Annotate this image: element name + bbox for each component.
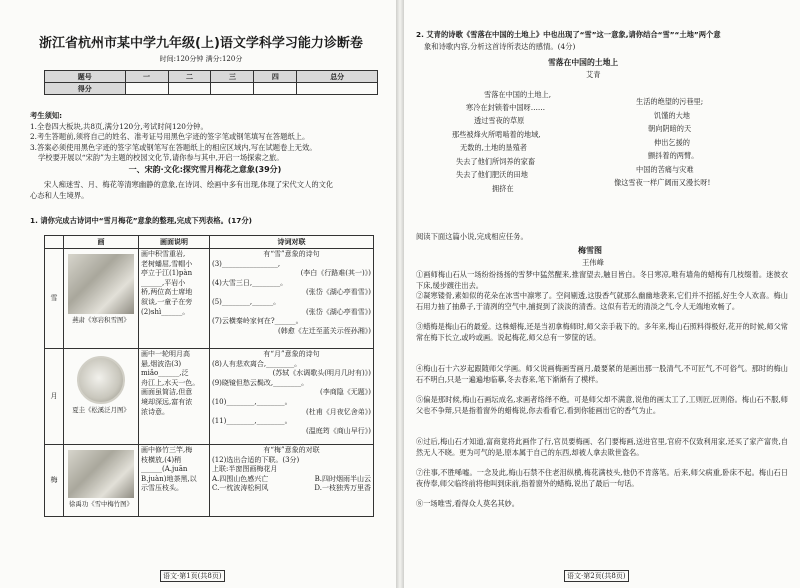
poem-line: 透过雪夜的草原 <box>474 116 525 125</box>
desc-line: 亭立于江(1)pàn <box>141 269 193 278</box>
score-header-cell: 四 <box>254 71 297 83</box>
question-2-line: 象和诗歌内容,分析这首诗所表达的感情。(4分) <box>424 42 576 51</box>
page-number: 语文·第1页(共8页) <box>160 570 225 582</box>
poem-line: 失去了他们肥沃的田地 <box>456 170 528 179</box>
notice-section <box>30 111 380 164</box>
desc-line: 老树蟠屈,雪帽小 <box>141 259 193 268</box>
poem-source: (李商隐《无题》) <box>320 388 371 397</box>
desc-line: 浓诗意。 <box>141 407 169 416</box>
score-row-label: 得分 <box>45 83 126 95</box>
poem-blank[interactable]: (8)人有悲欢离合,________。 <box>212 359 302 368</box>
story-paragraph: ④梅山石十六岁起跟随师父学画。师父说画梅画雪画月,最要紧的是画出那一股清气,不可匠气,不可俗气。那时的梅山石不明白,只是一遍遍地临摹,冬去春来,笔下渐渐有了模样。 <box>416 364 788 384</box>
score-cell[interactable] <box>297 83 378 95</box>
table-row-snow <box>45 249 374 349</box>
couplet-option-b[interactable]: B.四时烟雨半山云 <box>314 474 371 483</box>
table-header-blank <box>45 236 64 249</box>
imagery-table-header <box>45 236 374 249</box>
painting-caption: 夏圭《松溪泛月图》 <box>72 406 130 414</box>
notice-line: 学校要开展以“宋韵”为主题的校园文化节,请你参与其中,开启一场探索之旅。 <box>38 153 284 162</box>
poem-cell-snow <box>210 249 374 349</box>
exam-page-2 <box>404 0 800 588</box>
row-label-snow: 雪 <box>45 249 64 349</box>
intro-line: 宋人痴迷雪、月、梅花等清寒幽静的意象,在诗词、绘画中多有出现,体现了宋代文人的文化 <box>44 180 334 189</box>
poem-line: 那些被烽火所啃啮着的地域, <box>452 130 541 139</box>
desc-line: 画中一轮明月高 <box>141 350 190 358</box>
couplet-option-a[interactable]: A.四围山色感兴亡 <box>212 474 269 483</box>
desc-line: (2)shì______。 <box>141 307 190 316</box>
plum-painting-image <box>68 450 134 498</box>
poem-blank[interactable]: (3)________________, <box>212 259 281 268</box>
description-cell-moon <box>139 349 210 445</box>
poem-source: (温庭筠《商山早行》) <box>306 426 371 435</box>
page-number: 语文·第2页(共8页) <box>564 570 629 582</box>
reading-prompt: 阅读下面这篇小说,完成相应任务。 <box>416 232 528 241</box>
score-header-cell: 总分 <box>297 71 378 83</box>
page-gutter <box>396 0 404 588</box>
score-table-score-row <box>45 83 378 95</box>
poem-cell-title: 有“雪”意象的诗句 <box>263 250 320 258</box>
desc-line: ______(A.juān <box>141 465 188 474</box>
desc-line: 画面虽简洁,但意 <box>141 388 193 397</box>
story-paragraph: ⑤偏是那时候,梅山石画坛成名,求画者络绎不绝。可是师父却不满意,说他的画太工了,工则匠,匠则俗。梅山石不服,师父也不争辩,只是指着窗外的蜡梅说,你去看看它,看到你能画出它的香气为止。 <box>416 395 788 415</box>
desc-line: 示雪压枝头。 <box>141 484 183 493</box>
poem-blank[interactable]: (5)________,______。 <box>212 297 281 306</box>
poem-line: 像这雪夜一样广阔而又漫长呀! <box>614 178 711 187</box>
desc-line: 桥,两位高士席地 <box>141 288 193 297</box>
description-cell-plum <box>139 445 210 517</box>
couplet-question: (12)选出合适的下联。(3分) <box>212 455 300 464</box>
poem-line: 饥馑的大地 <box>654 111 690 120</box>
score-table <box>44 70 378 95</box>
painting-cell-plum <box>64 445 139 517</box>
notice-title: 考生须知: <box>30 111 63 120</box>
poem-blank[interactable]: (4)大雪三日,________。 <box>212 278 288 287</box>
poem-line: 拥挤在 <box>492 184 514 193</box>
snow-painting-image <box>68 254 134 314</box>
painting-cell-snow <box>64 249 139 349</box>
question-2-line: 2. 艾青的诗歌《雪落在中国的土地上》中也出现了“雪”这一意象,请你结合“雪”“土地”两个意 <box>416 30 721 39</box>
section-title: 一、宋韵·文化:探究雪月梅花之意象(39分) <box>128 165 282 174</box>
page-2-footer <box>564 570 629 582</box>
poem-source: (李白《行路难(其一)》) <box>300 269 371 278</box>
story-paragraph: ①画师梅山石从一场纷纷扬扬的雪梦中猛然醒来,推窗望去,触目皆白。冬日寒凉,唯有墙角的蜡梅有几枝缀着。迷彼衣下床,缓步踱往出去。 <box>416 270 788 290</box>
painting-cell-moon <box>64 349 139 445</box>
desc-line: ______,平岩小 <box>141 278 186 287</box>
poem-line: 生活的绝望的污巷里; <box>636 97 704 106</box>
score-cell[interactable] <box>211 83 254 95</box>
moon-painting-image <box>77 356 125 404</box>
poem-author: 艾青 <box>586 70 601 79</box>
poem-cell-title: 有“月”意象的诗句 <box>263 350 320 358</box>
poem-line: 中国的苦痛与灾难 <box>636 165 694 174</box>
notice-line: 2.考生答题前,须将自己的姓名、准考证号用黑色字迹的签字笔或钢笔填写在答题纸上。 <box>30 132 310 141</box>
poem-cell-moon <box>210 349 374 445</box>
story-paragraph: ②凝寒镂骨,素如似的花朵在冰雪中凛寒了。空间剔透,这股香气就那么幽幽地袭来,它们并不招摇,好生令人欢喜。梅山石用力抽了抽鼻子,于清冽的空气中,捕捉到了淡淡的清香。这似有若无的清淡之气,令人无端地欢畅了。 <box>416 291 788 311</box>
poem-source: (杜甫《月夜忆舍弟》) <box>306 407 371 416</box>
poem-line: 失去了他们所饲养的家畜 <box>456 157 536 166</box>
story-paragraph: ⑦往事,不胜唏嘘。一念及此,梅山石禁不住老泪纵横,梅花满枝头,他仍不肯落笔。后来,师父病重,卧床不起。梅山石日夜侍奉,师父临终前将他叫到床前,指着窗外的蜡梅,说出了最后一句话。 <box>416 468 788 488</box>
story-paragraph: ⑧一场唯雪,看得众人莫名其妙。 <box>416 499 519 508</box>
poem-source: (张岱《湖心亭看雪》) <box>306 307 371 316</box>
story-paragraph: ③蜡梅是梅山石的最爱。这株蜡梅,还是当初拿梅师时,师父亲手栽下的。多年来,梅山石照料得极好,花开的时候,师父常常在梅下长立,或吟或画。说起梅花,师父总有一箩筐的话。 <box>416 322 788 342</box>
desc-line: 枝横放,(4)稍 <box>141 455 182 464</box>
desc-line: 悬,烟波浩(3) <box>141 359 182 368</box>
exam-time-info: 时间:120分钟 满分:120分 <box>159 55 243 63</box>
desc-line: 画中积雪重岩, <box>141 250 186 258</box>
score-cell[interactable] <box>125 83 168 95</box>
desc-line: miǎo______,泛 <box>141 369 189 378</box>
painting-caption: 徐禹功《雪中梅竹图》 <box>69 500 133 508</box>
couplet-option-d[interactable]: D.一枝独秀万里香 <box>314 484 371 493</box>
score-table-header-row <box>45 71 378 83</box>
desc-line: 境却深远,富有浓 <box>141 397 193 406</box>
poem-source: (苏轼《水调歌头(明月几时有)》) <box>272 369 371 378</box>
desc-line: B.juàn)地荼黑,以 <box>141 474 197 483</box>
poem-blank[interactable]: (7)云横秦岭家何在?______。 <box>212 317 303 326</box>
score-cell[interactable] <box>168 83 211 95</box>
couplet-options-row <box>212 484 371 494</box>
poem-line: 寒冷在封锁着中国呀…… <box>466 103 546 112</box>
exam-title: 浙江省杭州市某中学九年级(上)语文学科学习能力诊断卷 <box>39 36 363 51</box>
question-1: 1. 请你完成古诗词中“雪月梅花”意象的整理,完成下列表格。(17分) <box>30 216 252 225</box>
poem-cell-plum <box>210 445 374 517</box>
poem-line: 颤抖着的两臂。 <box>648 151 699 160</box>
painting-caption: 燕肃《寒岩积雪图》 <box>72 316 130 324</box>
poem-source: (张岱《湖心亭看雪》) <box>306 288 371 297</box>
couplet-options-row <box>212 475 371 485</box>
intro-line: 心态和人生境界。 <box>30 190 89 200</box>
row-label-plum: 梅 <box>45 445 64 517</box>
table-row-plum <box>45 445 374 517</box>
poem-blank[interactable]: (9)晓镜但愁云鬓改,________。 <box>212 378 309 387</box>
table-header-description: 画面说明 <box>139 236 210 249</box>
section-intro <box>30 180 380 201</box>
table-header-painting: 画 <box>64 236 139 249</box>
score-header-cell: 一 <box>125 71 168 83</box>
poem-cell-title: 有“梅”意象的对联 <box>263 446 320 454</box>
poem-blank[interactable]: (11)________,________。 <box>212 417 292 426</box>
score-cell[interactable] <box>254 83 297 95</box>
page-1-footer <box>160 570 225 582</box>
story-text <box>416 270 788 510</box>
notice-line: 3.答案必须使用黑色字迹的签字笔或钢笔写在答题纸上的相应区域内,写在试题卷上无效。 <box>30 142 317 152</box>
poem-line: 朝向阴暗的天 <box>648 124 692 133</box>
table-row-moon <box>45 349 374 445</box>
poem-blank[interactable]: (10)________,________。 <box>212 397 292 406</box>
imagery-table <box>44 235 374 517</box>
poem-line: 伸出乞援的 <box>654 138 690 147</box>
table-header-poems: 诗词对联 <box>210 236 374 249</box>
desc-line: 舟江上,水天一色。 <box>141 378 200 387</box>
couplet-option-c[interactable]: C.一枕波涛松柯风 <box>212 484 269 493</box>
exam-page-1 <box>0 0 396 588</box>
desc-line: 叙谈,一童子在旁 <box>141 297 193 306</box>
story-title: 梅雪图 <box>578 246 602 255</box>
notice-line: 1.全卷四大板块,共8页,满分120分,考试时间120分钟。 <box>30 121 208 131</box>
story-author: 王伟峰 <box>582 258 604 267</box>
poem-line: 无数的,土地的垦殖者 <box>460 143 527 152</box>
score-header-cell: 题号 <box>45 71 126 83</box>
score-header-cell: 三 <box>211 71 254 83</box>
row-label-moon: 月 <box>45 349 64 445</box>
story-paragraph: ⑥过后,梅山石才知道,富商竟将此画作了行,官员要梅画、名门要梅画,送进官里,官府不仅致利用家,还买了家产富贵,自然无人不晓。更为可气的是,原本属于自己的东西,却被人拿去欺世盗名。 <box>416 437 788 457</box>
description-cell-snow <box>139 249 210 349</box>
couplet-upper: 上联:半窗图画梅花月 <box>212 465 278 474</box>
poem-source: (韩愈《左迁至蓝关示侄孙湘》) <box>278 326 371 335</box>
score-header-cell: 二 <box>168 71 211 83</box>
poem-title: 雪落在中国的土地上 <box>548 58 619 67</box>
desc-line: 画中修竹三竿,梅 <box>141 446 193 454</box>
poem-line: 雪落在中国的土地上, <box>484 90 551 99</box>
